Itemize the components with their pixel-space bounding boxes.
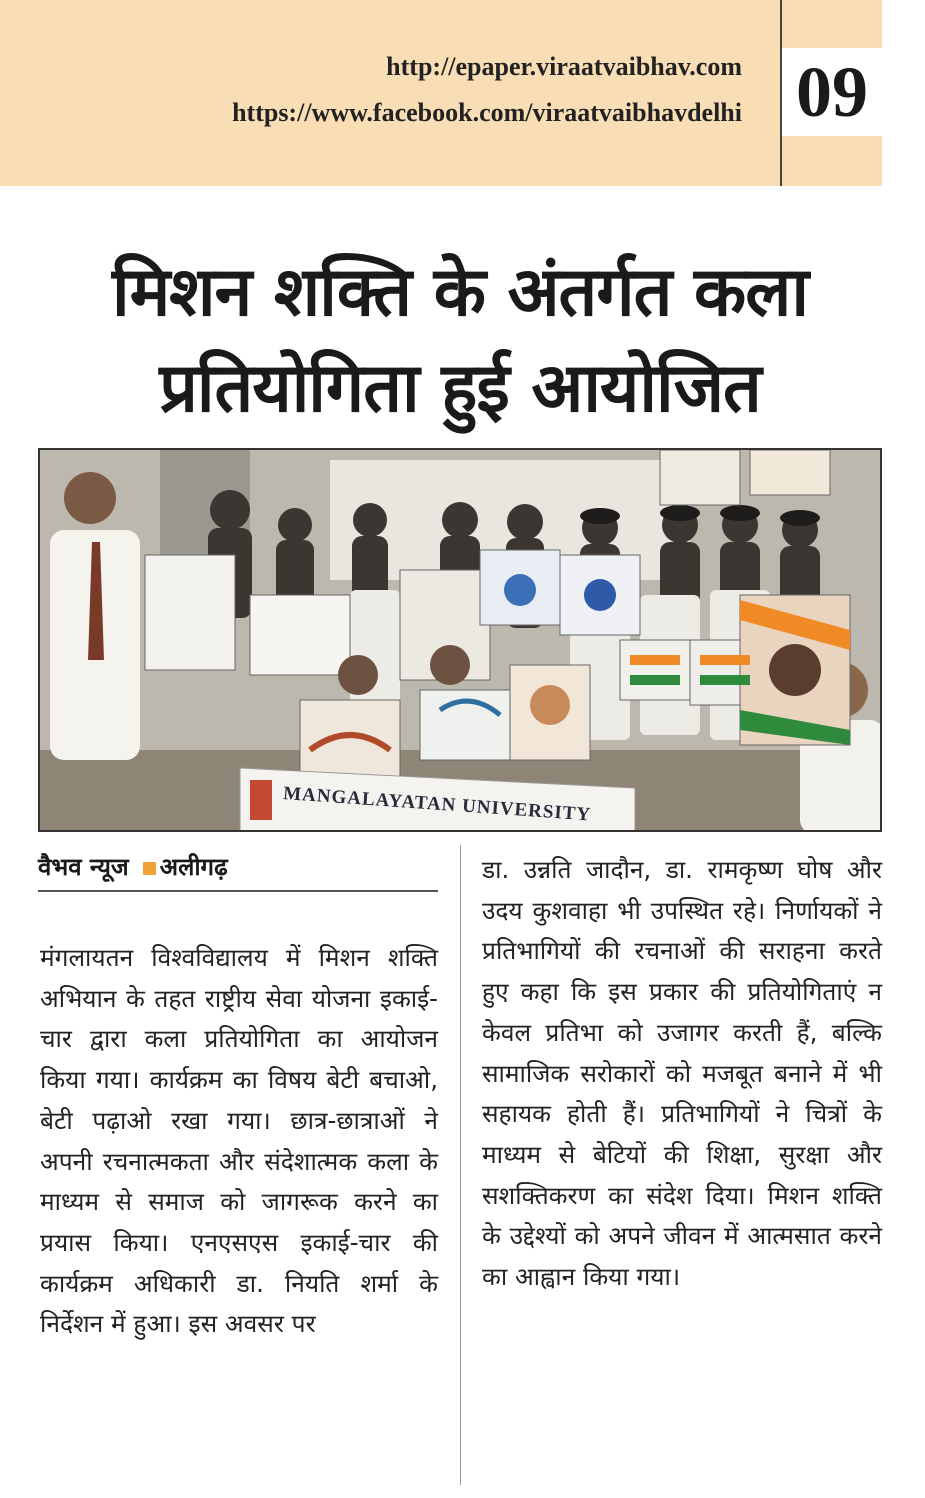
epaper-url[interactable]: http://epaper.viraatvaibhav.com: [386, 52, 742, 81]
column-divider: [460, 845, 461, 1485]
page-number: 09: [782, 48, 882, 136]
byline: [38, 850, 438, 892]
photo-illustration: [40, 450, 882, 832]
facebook-url[interactable]: https://www.facebook.com/viraatvaibhavdelhi: [232, 98, 742, 127]
masthead: [0, 0, 882, 186]
university-banner-text: MANGALAYATAN UNIVERSITY: [282, 783, 592, 826]
location-marker-icon: [143, 862, 156, 875]
headline: [20, 245, 900, 437]
byline-source: वैभव न्यूज: [38, 853, 129, 881]
article-text-left: मंगलायतन विश्वविद्यालय में मिशन शक्ति अभियान के तहत राष्ट्रीय सेवा योजना इकाई-चार द्वारा कला प्रतियोगिता का आयोजन किया गया। कार्यक्रम का विषय बेटी बचाओ, बेटी पढ़ाओ रखा गया। छात्र-छात्राओं ने अपनी रचनात्मकता और संदेशात्मक कला के माध्यम से समाज को जागरूक करने का प्रयास किया। एनएसएस इकाई-चार की कार्यक्रम अधिकारी डा. नियति शर्मा के निर्देशन में हुआ। इस अवसर पर: [40, 943, 438, 1339]
byline-location: अलीगढ़: [159, 853, 228, 881]
headline-line-2: प्रतियोगिता हुई आयोजित: [159, 349, 761, 428]
news-photo: [38, 448, 882, 832]
article-left-column: [40, 938, 438, 1345]
article-text-right: डा. उन्नति जादौन, डा. रामकृष्ण घोष और उदय कुशवाहा भी उपस्थित रहे। निर्णायकों ने प्रतिभागियों की रचनाओं की सराहना करते हुए कहा कि इस प्रकार की प्रतियोगिताएं न केवल प्रतिभा को उजागर करती हैं, बल्कि सामाजिक सरोकारों को मजबूत बनाने में भी सहायक होती हैं। प्रतिभागियों ने चित्रों के माध्यम से बेटियों की शिक्षा, सुरक्षा और सशक्तिकरण का संदेश दिया। मिशन शक्ति के उद्देश्यों को अपने जीवन में आत्मसात करने का आह्वान किया गया।: [482, 855, 882, 1292]
article-right-column: [482, 850, 882, 1298]
headline-line-1: मिशन शक्ति के अंतर्गत कला: [112, 253, 808, 332]
